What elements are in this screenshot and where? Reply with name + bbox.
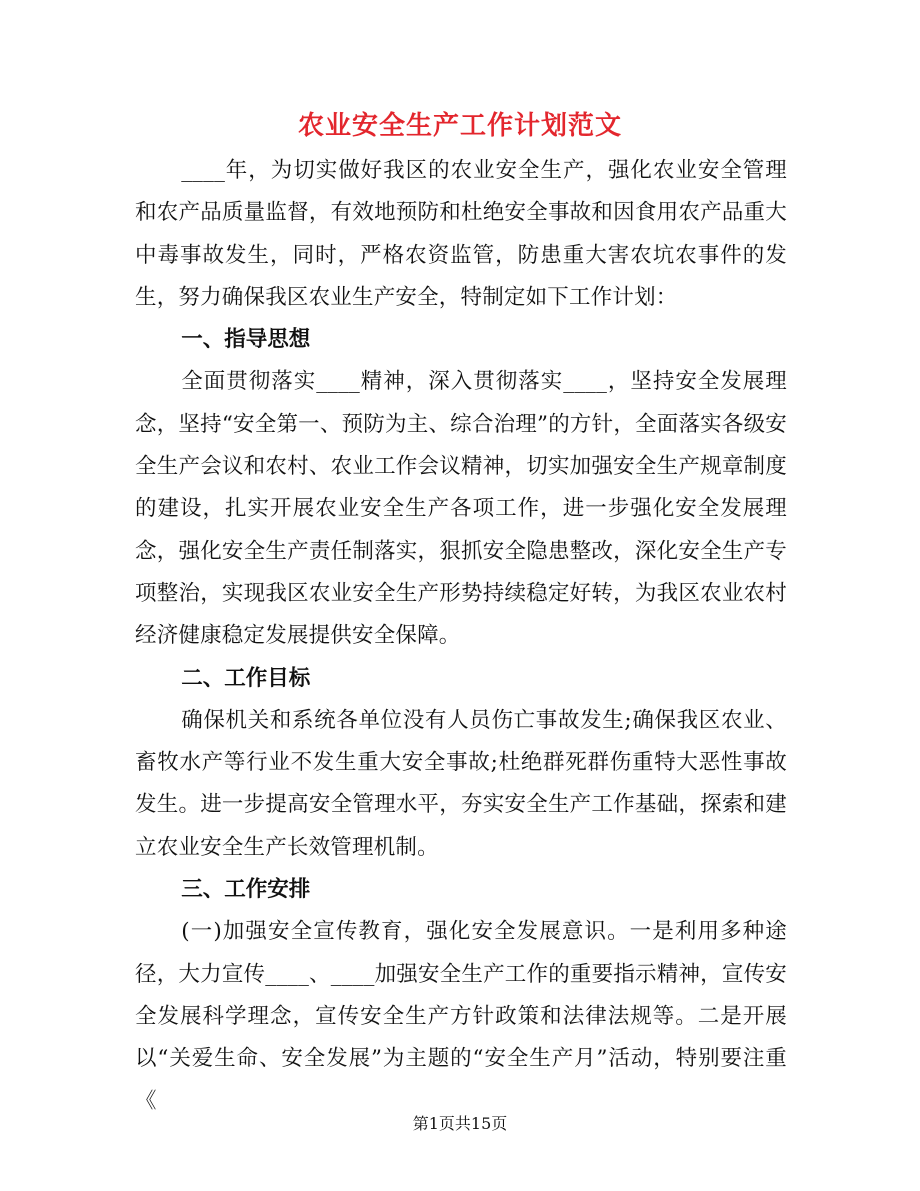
document-title: 农业安全生产工作计划范文 <box>297 111 622 141</box>
intro-paragraph: ____年，为切实做好我区的农业安全生产，强化农业安全管理和农产品质量监督，有效地预防和杜绝安全事故和因食用农产品重大中毒事故发生，同时，严格农资监管，防患重大害农坑农事件的发生，努力确保我区农业生产安全，特制定如下工作计划： <box>135 158 787 310</box>
section-body-guiding-ideology: 全面贯彻落实____精神，深入贯彻落实____，坚持安全发展理念，坚持“安全第一、预防为主、综合治理”的方针，全面落实各级安全生产会议和农村、农业工作会议精神，切实加强安全生产规章制度的建设，扎实开展农业安全生产各项工作，进一步强化安全发展理念，强化安全生产责任制落实，狠抓安全隐患整改，深化安全生产专项整治，实现我区农业安全生产形势持续稳定好转，为我区农业农村经济健康稳定发展提供安全保障。 <box>135 369 787 649</box>
section-body-work-goals: 确保机关和系统各单位没有人员伤亡事故发生;确保我区农业、畜牧水产等行业不发生重大安全事故;杜绝群死群伤重特大恶性事故发生。进一步提高安全管理水平，夯实安全生产工作基础，探索和建立农业安全生产长效管理机制。 <box>135 707 787 860</box>
section-heading-work-arrangement: 三、工作安排 <box>181 877 311 903</box>
section-heading-work-goals: 二、工作目标 <box>181 665 311 691</box>
section-body-work-arrangement: (一)加强安全宣传教育，强化安全发展意识。一是利用多种途径，大力宣传____、____加强安全生产工作的重要指示精神，宣传安全发展科学理念，宣传安全生产方针政策和法律法规等。二是开展以“关爱生命、安全发展”为主题的“安全生产月”活动，特别要注重《 <box>135 919 787 1114</box>
page-number-footer: 第1页共15页 <box>412 1114 508 1133</box>
section-heading-guiding-ideology: 一、指导思想 <box>181 327 311 353</box>
document-body <box>135 150 787 1123</box>
